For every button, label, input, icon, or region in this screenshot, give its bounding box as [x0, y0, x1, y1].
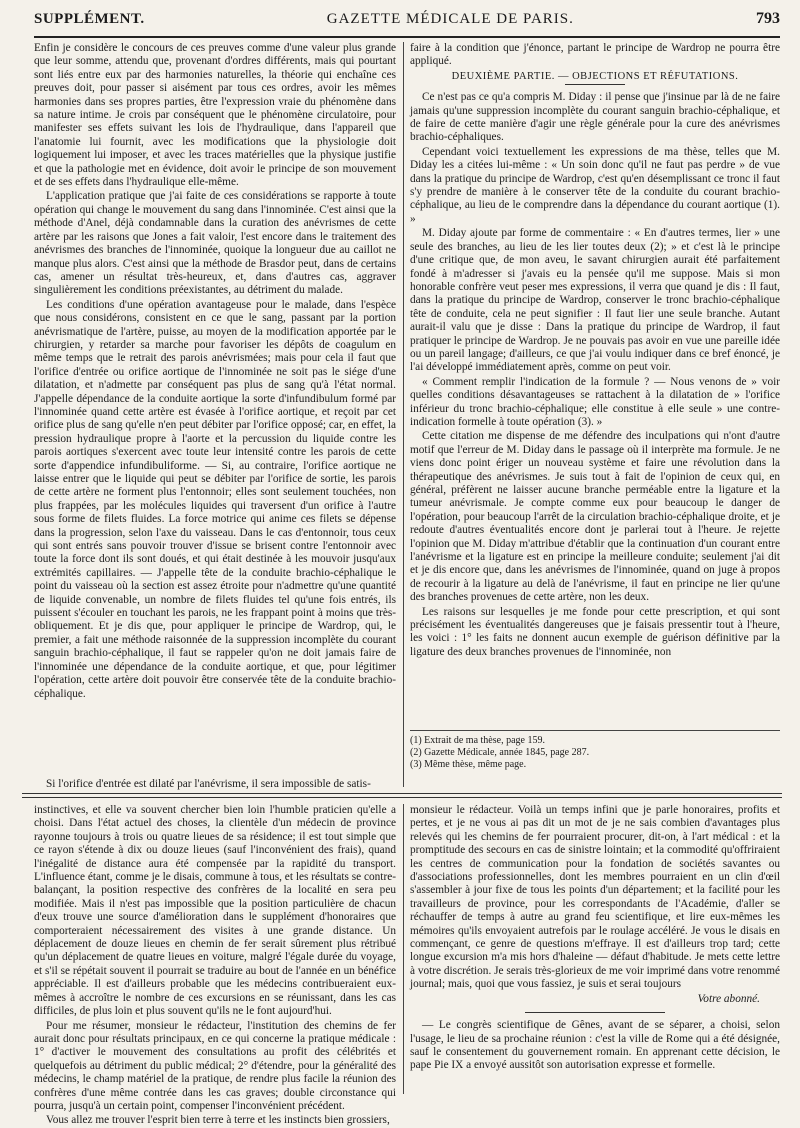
paragraph: Cette citation me dispense de me défendre des inculpations qui n'ont d'autre motif que l'erreur de M. Diday dans le passage où il interprète ma formule. Je ne viens donc point ériger un nouveau système et faire une révolution dans la thérapeutique des anévrismes. Je suis tout à fait de l'opinion de ceux qui, en général, préfèrent ne laisser aucune branche perméable entre la ligature et la tumeur anévrismale. Je compte comme eux pour beaucoup le danger de l'opération, pour beaucoup l'arrêt de la circulation brachio-céphalique droite, et je redoute d'autres éventualités encore dont je parlerai tout à l'heure. Je rejette l'opinion que M. Diday m'attribue d'établir que la continuation d'un courant entre l'anévrisme et la ligature est en principe la meilleure conduite; seulement j'ai dit et je dis encore que, dans les anévrismes de l'innominée, quand on juge à propos de recourir à la ligature au delà de l'anévrisme, il faut en principe ne lier qu'une des branches provenues de cette artère, non les deux.: [410, 430, 780, 604]
paragraph: Ce n'est pas ce qu'a compris M. Diday : il pense que j'insinue par là de ne faire jamais qu'une suppression incomplète du courant sanguin brachio-céphalique, et de faire de cette manière d'agir une règle générale pour la cure des anévrismes brachio-céphaliques.: [410, 91, 780, 144]
paragraph: Pour me résumer, monsieur le rédacteur, l'institution des chemins de fer aurait donc pour résultats principaux, en ce qui concerne la pratique médicale : 1° d'activer le mouvement des consultations au profit des célébrités et quelquefois au détriment du public médical; 2° d'étendre, pour la généralité des médecins, le champ matériel de la pratique, de rendre plus facile la réunion des confrères d'une même contrée dans les cas graves; double circonstance qui pourra, jusqu'à un certain point, compenser l'inconvénient précédent.: [34, 1019, 396, 1112]
paragraph: monsieur le rédacteur. Voilà un temps infini que je parle honoraires, profits et pertes, et je ne vous ai pas dit un mot de je ne sais combien d'avantages plus relevés qui les chemins de fer pourraient procurer, dit-on, à l'art médical : et la promptitude des secours en cas de sinistre lointain; et la commodité qu'offriraient les centres de communication pour la fondation de sociétés savantes ou d'associations professionnelles, dont les membres pourraient en un clin d'œil s'assembler à jour fixe de tous les points d'un département; et la facilité pour les travailleurs de province, pour les correspondants de l'Académie, d'aller se réchauffer de temps à autre au grand feu scientifique, et lire eux-mêmes les mémoires qu'ils envoyaient autrefois par le roulage accéléré. Je vous le disais en commençant, ce genre de questions m'effraye. Il est d'ailleurs trop tard; cette longue excursion m'a mis hors d'haleine — défaut d'habitude. Je mets cette lettre à votre discrétion. Je serais très-glorieux de me voir imprimé dans votre renommé journal; mais, quoi que vous fassiez, je suis et serai toujours: [410, 804, 780, 991]
section-heading: DEUXIÈME PARTIE. — OBJECTIONS ET RÉFUTATIONS.: [451, 70, 739, 82]
column-rule: [403, 804, 404, 1094]
paragraph: faire à la condition que j'énonce, partant le principe de Wardrop ne pourra être appliqué.: [410, 42, 780, 68]
footnotes: [410, 730, 780, 771]
paragraph: « Comment remplir l'indication de la formule ? — Nous venons de » voir quelles conditions désavantageuses se rattachent à la dilatation de » l'orifice inférieur du tronc brachio-céphalique; elle constitue à elle seule » une contre-indication formelle à toute opération (3). »: [410, 375, 780, 428]
paragraph: Cependant voici textuellement les expressions de ma thèse, telles que M. Diday les a citées lui-même : « Un soin donc qu'il ne faut pas perdre » de vue dans la pratique du principe de Wardrop, c'est qu'en désemplissant ce tronc il faut s'y prendre de manière à le conserver tête de la conduite du courant brachio-céphalique, au lieu de le comprendre dans la dépendance du courant aortique (1). »: [410, 145, 780, 225]
letter-signature: Votre abonné.: [697, 992, 760, 1005]
column-rule: [403, 42, 404, 787]
news-item: — Le congrès scientifique de Gênes, avant de se séparer, a choisi, selon l'usage, le lieu de sa prochaine réunion : c'est la ville de Rome qui a été désignée, sauf le consentement du gouvernement romain. En apprenant cette décision, le pape Pie IX a envoyé aussitôt son autorisation expresse et formelle.: [410, 1019, 780, 1072]
footnote: (3) Même thèse, même page.: [410, 759, 527, 770]
column-bottom-right: [410, 804, 780, 1094]
paragraph: Vous allez me trouver l'esprit bien terre à terre et les instincts bien grossiers,: [46, 1114, 390, 1127]
section-divider: [22, 793, 782, 798]
column-bottom-left: [34, 804, 396, 1127]
paragraph: instinctives, et elle va souvent chercher bien loin l'humble praticien qu'elle a choisi. Dans l'état actuel des choses, la clientèle d'un médecin de province rayonne toujours à trois ou quatre lieues de sa résidence; il est tout simple que ce rayon s'étende à dix ou douze lieues (sauf l'inconvénient des frais), quand l'inégalité de distance aura été compensée par la rapidité du transport. L'influence étant, comme je le disais, commune à tous, et les résultats se contre-balançant, la position respective des confrères de la localité en sera peu modifiée. Mais il n'est pas impossible que la position particulière de chacun d'eux trouve une source d'amélioration dans le supplément d'honoraires que comporteraient nécessairement des visites à une grande distance. Un déplacement de douze lieues en chemin de fer serait sûrement plus rétribué qu'un déplacement de quatre lieues en voiture, malgré l'égale durée du voyage, et s'il se répétait souvent il pourrait se traduire au bout de l'année en un bénéfice appréciable. Il est d'ailleurs probable que les médecins contribueraient eux-mêmes à accroître le nombre de ces excursions en se réunissant, dans les cas difficiles, de plus loin et plus souvent qu'ils ne le font aujourd'hui.: [34, 804, 396, 1018]
column-top-right: [410, 42, 780, 782]
paragraph: Les raisons sur lesquelles je me fonde pour cette prescription, et qui sont précisément les éventualités dangereuses que je faisais pressentir tout à l'heure, les voici : 1° les faits ne donnent aucun exemple de guérison définitive par la ligature des deux branches provenues de l'innominée, non: [410, 605, 780, 658]
column-top-left: [34, 42, 396, 797]
paragraph: L'application pratique que j'ai faite de ces considérations se rapporte à toute opération qui change le mouvement du sang dans l'innominée. C'est ainsi que la méthode d'Anel, déjà condamnable dans la curation des anévrismes de cette artère par les raisons que Jones a fait valoir, l'est encore dans le traitement des anévrismes des branches de l'innominée, quoique la longueur due au caillot ne manque plus alors. C'est ainsi que la méthode de Brasdor peut, dans de certains cas, amener un résultat très-heureux, et, dans d'autres cas, aggraver singulièrement les conditions préexistantes, au détriment du malade.: [34, 190, 396, 297]
journal-title: GAZETTE MÉDICALE DE PARIS.: [326, 11, 574, 27]
footnote: (1) Extrait de ma thèse, page 159.: [410, 735, 545, 746]
paragraph: Les conditions d'une opération avantageuse pour le malade, dans l'espèce que nous considérons, consistent en ce que le sang, passant par la portion anévrismatique de l'artère, puisse, au moyen de la modification apportée par le chirurgien, y retarder sa marche pour favoriser les dépôts de coagulum en même temps que le retrait des parois anévrismées; mais pour cela il faut que l'orifice d'entrée ou orifice aortique de l'innominée ne soit pas le siége d'une dilatation, et n'admette par conséquent pas plus de sang qu'à l'état normal. J'appelle dépendance de la conduite aortique la sorte d'infundibulum formé par l'innominée quand cette artère est évasée à l'orifice aortique, et reçoit par cet orifice plus de sang qu'elle n'en peut débiter par l'orifice opposé; car, en effet, la pression hydraulique propre à l'aorte et la percussion du liquide contre les parois aortiques s'exercent avec toute leur intensité contre les parois de cette sorte d'appendice infundibuliforme. — Si, au contraire, l'orifice aortique ne laisse entrer que le liquide qui peut se débiter par l'orifice de sortie, les parois de cette artère ne forment plus l'entonnoir; elles sont seulement touchées, non plus frappées, par les molécules liquides qui traversent d'un orifice à l'autre sous forme de filets fluides. La force motrice qui anime ces filets se dépense dans la progression, selon l'axe du vaisseau. Dans le cas d'entonnoir, tous ceux qui sont entrés sans pouvoir trouver d'issue se brisent contre l'entonnoir avec toute la force dont ils sont doués, et qui était destinée à les mouvoir jusqu'aux extrémités capillaires. — J'appelle tête de la conduite brachio-céphalique le point du vaisseau où la section est assez étroite pour n'admettre qu'une quantité de liquide convenable, un nombre de filets fluides tel qu'une fois entrés, ils puissent s'écouler en touchant les parois, ne les frappant point à moins que très-obliquement. Et je dis que, pour appliquer le principe de Wardrop, qui, le premier, a fait une méthode raisonnée de la suppression incomplète du courant sanguin brachio-céphalique, il faut se rappeler qu'on ne doit jamais faire de l'innominée une dépendance de la conduite aortique, et que, pour légitimer l'opération, cette artère doit pouvoir être conservée tête de la conduite brachio-céphalique.: [34, 298, 396, 700]
item-separator: [525, 1012, 665, 1013]
footnote: (2) Gazette Médicale, année 1845, page 287.: [410, 747, 590, 758]
supplement-label: SUPPLÉMENT.: [34, 11, 145, 27]
page-number: 793: [755, 10, 780, 27]
paragraph: M. Diday ajoute par forme de commentaire : « En d'autres termes, lier » une seule des branches, au lieu de les lier toutes deux (2); » et c'est là le principe d'une critique que, de mon aveu, le savant chirurgien aurait été parfaitement fondé à m'adresser si j'avais eu la pensée qu'il me suppose. Mais si mon honorable confrère veut peser mes expressions, il verra que quand je dis : Il faut, dans la pratique du principe de Wardrop, conserver le tronc brachio-céphalique tête de conduite, cela ne peut signifier : Il faut lier une seule branche. Autant aurait-il valu que je disse : Dans la pratique du principe de Wardrop, il faut pratiquer le principe de Wardrop. Je ne pouvais pas avoir en vue une pareille idée ou un pareil langage; d'ailleurs, ce que j'ai voulu indiquer dans ce bref énoncé, je l'ai développé immédiatement après, comme on peut voir.: [410, 227, 780, 374]
section-rule: [565, 84, 625, 85]
paragraph: Enfin je considère le concours de ces preuves comme d'une valeur plus grande que leur somme, attendu que, provenant d'ordres différents, mais qui pourtant sont liés entre eux par des harmonies naturelles, la théorie qui enchaîne ces preuves doit, pour passer si aisément par tous ces ordres, avoir les mêmes harmonies dans ses propres parties, être l'expression vraie du phénomène dans sa nature intime. Je crois par conséquent que le phénomène circulatoire, pour manifester ses effets suivant les lois de l'hydraulique, dans l'appareil que l'anatomie lui fournit, avec les modifications que la physiologie doit logiquement lui imposer, et avec les traces matérielles que la physique justifie et que la pathologie met en évidence, doit avoir le principe de son mouvement et de ses effets dans l'hydraulique elle-même.: [34, 42, 396, 189]
paragraph-continued: Si l'orifice d'entrée est dilaté par l'anévrisme, il sera impossible de satis-: [46, 778, 371, 790]
page-header: [34, 10, 780, 38]
